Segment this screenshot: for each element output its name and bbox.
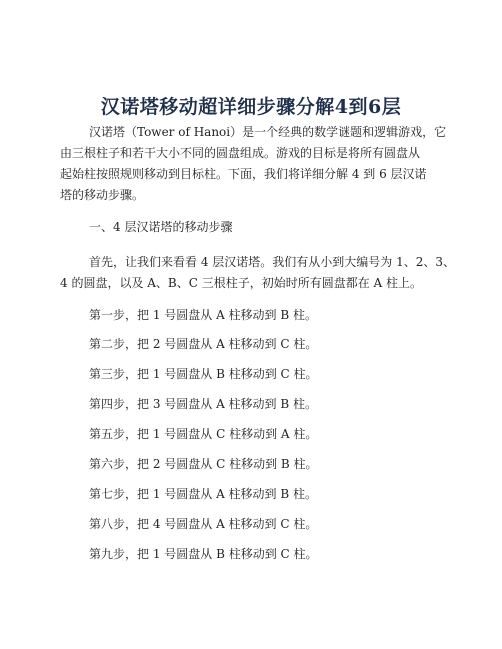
- step-item: 第二步，把 2 号圆盘从 A 柱移动到 C 柱。: [89, 337, 318, 351]
- document-title: 汉诺塔移动超详细步骤分解4到6层: [100, 96, 402, 118]
- section-intro-line: 首先，让我们来看看 4 层汉诺塔。我们有从小到大编号为 1、2、3、: [89, 255, 455, 269]
- step-item: 第九步，把 1 号圆盘从 B 柱移动到 C 柱。: [89, 547, 318, 561]
- step-item: 第四步，把 3 号圆盘从 A 柱移动到 B 柱。: [89, 397, 318, 411]
- intro-line: 塔的移动步骤。: [60, 188, 145, 202]
- intro-paragraph: [60, 122, 450, 206]
- section-intro-paragraph: [60, 252, 455, 294]
- step-item: 第七步，把 1 号圆盘从 A 柱移动到 B 柱。: [89, 487, 318, 501]
- intro-line: 由三根柱子和若干大小不同的圆盘组成。游戏的目标是将所有圆盘从: [60, 146, 421, 160]
- section-heading: 一、4 层汉诺塔的移动步骤: [89, 220, 233, 234]
- step-item: 第八步，把 4 号圆盘从 A 柱移动到 C 柱。: [89, 517, 318, 531]
- step-item: 第一步，把 1 号圆盘从 A 柱移动到 B 柱。: [89, 308, 318, 322]
- step-item: 第五步，把 1 号圆盘从 C 柱移动到 A 柱。: [89, 427, 318, 441]
- section-intro-line: 4 的圆盘，以及 A、B、C 三根柱子，初始时所有圆盘都在 A 柱上。: [60, 276, 423, 290]
- step-item: 第三步，把 1 号圆盘从 B 柱移动到 C 柱。: [89, 367, 318, 381]
- section-heading-block: [60, 217, 450, 238]
- step-item: 第六步，把 2 号圆盘从 C 柱移动到 B 柱。: [89, 457, 318, 471]
- intro-line: 汉诺塔（Tower of Hanoi）是一个经典的数学谜题和逻辑游戏，它: [89, 125, 447, 139]
- intro-line: 起始柱按照规则移动到目标柱。下面，我们将详细分解 4 到 6 层汉诺: [60, 167, 427, 181]
